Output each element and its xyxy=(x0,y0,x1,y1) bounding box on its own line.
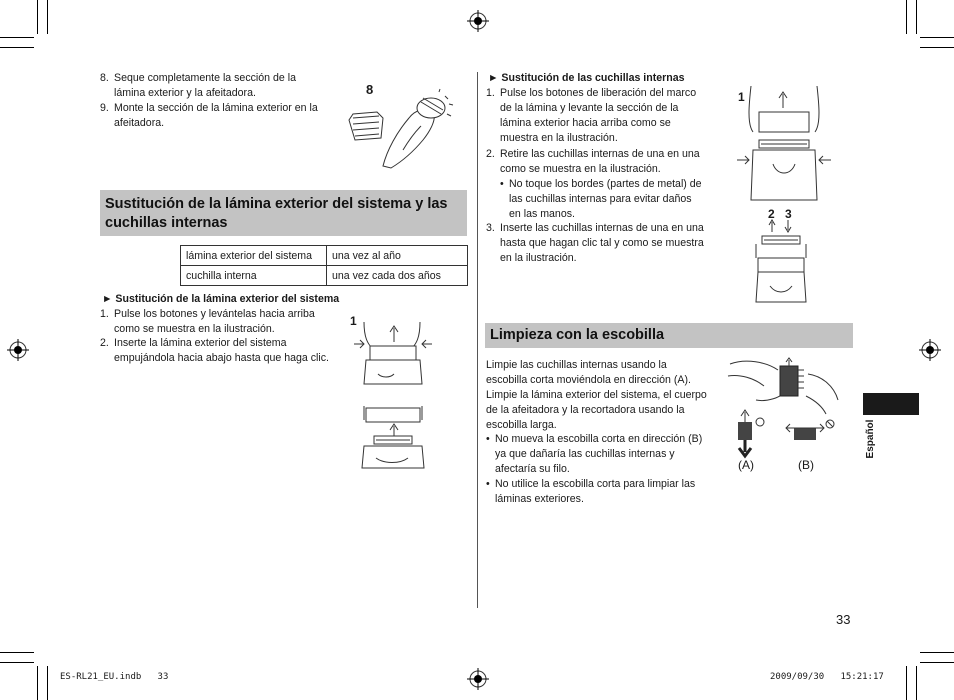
table-cell: una vez cada dos años xyxy=(327,266,468,286)
crop-mark xyxy=(916,666,917,700)
crop-mark xyxy=(920,47,954,48)
list-item xyxy=(486,147,708,177)
step-number: 9. xyxy=(100,102,109,114)
section-heading-text: Sustitución de la lámina exterior del sistema y las cuchillas internas xyxy=(105,196,448,231)
shaver-illustration xyxy=(343,88,463,170)
list-item xyxy=(100,336,330,382)
footer-datetime: 2009/09/30 15:21:17 xyxy=(770,672,884,682)
crop-mark xyxy=(0,662,34,663)
list-item xyxy=(486,432,710,477)
figure-label: 8 xyxy=(366,82,374,97)
section-heading xyxy=(100,190,467,236)
footer-file: ES-RL21_EU.indb 33 xyxy=(60,672,169,682)
list-item xyxy=(486,86,708,146)
figure-label: 3 xyxy=(785,207,792,221)
figure-label: 1 xyxy=(738,90,745,104)
table-row xyxy=(181,246,468,266)
subheading: ► Sustitución de las cuchillas internas xyxy=(488,72,685,84)
page-number: 33 xyxy=(836,612,851,627)
paragraph: Limpie las cuchillas internas usando la escobilla corta moviéndola en dirección (A). Limpie la lámina exterior del sistema, el cuerpo de la afeitadora y la recortadora usando la escobilla larga. xyxy=(486,359,707,431)
list-item xyxy=(100,307,330,337)
registration-mark-icon xyxy=(7,339,29,361)
inner-blade-removal-illustration xyxy=(733,84,833,204)
step-text: Retire las cuchillas internas de una en una como se muestra en la ilustración. xyxy=(500,148,700,175)
step-text: Inserte la lámina exterior del sistema empujándola hacia abajo hasta que haga clic. xyxy=(114,337,329,364)
step-text: Monte la sección de la lámina exterior en la afeitadora. xyxy=(114,102,318,129)
step-number: 1. xyxy=(486,87,495,99)
list-item xyxy=(486,221,708,266)
column-divider xyxy=(477,72,478,608)
list-item xyxy=(100,71,325,101)
step-number: 3. xyxy=(486,222,495,234)
bullet-text: No utilice la escobilla corta para limpiar las láminas exteriores. xyxy=(495,478,696,505)
figure-label: 1 xyxy=(350,314,357,328)
registration-mark-icon xyxy=(919,339,941,361)
figure-label: 2 xyxy=(768,207,775,221)
step-number: 8. xyxy=(100,72,109,84)
inner-blade-insert-illustration xyxy=(750,218,812,304)
crop-mark xyxy=(906,0,907,34)
foil-removal-illustration xyxy=(350,318,440,470)
registration-mark-icon xyxy=(467,668,489,690)
subheading: ► Sustitución de la lámina exterior del sistema xyxy=(102,293,340,305)
brush-cleaning-illustration xyxy=(726,356,842,460)
table-cell: una vez al año xyxy=(327,246,468,266)
replacement-table xyxy=(180,245,468,286)
step-text: No toque los bordes (partes de metal) de las cuchillas internas para evitar daños en las manos. xyxy=(509,178,702,220)
language-label: Español xyxy=(865,419,876,459)
step-text: Pulse los botones y levántelas hacia arriba como se muestra en la ilustración. xyxy=(114,308,315,335)
crop-mark xyxy=(916,0,917,34)
list-item xyxy=(100,101,325,131)
registration-mark-icon xyxy=(467,10,489,32)
table-row xyxy=(181,266,468,286)
section-heading xyxy=(485,323,853,348)
table-cell: cuchilla interna xyxy=(181,266,327,286)
crop-mark xyxy=(920,652,954,653)
crop-mark xyxy=(920,37,954,38)
crop-mark xyxy=(0,47,34,48)
step-text: Pulse los botones de liberación del marco de la lámina y levante la sección de la lámina exterior hacia arriba como se muestra en la ilustración. xyxy=(500,87,697,144)
list-item xyxy=(486,477,710,507)
step-number: 2. xyxy=(486,148,495,160)
crop-mark xyxy=(906,666,907,700)
list-item xyxy=(500,177,710,222)
bullet: • xyxy=(486,433,490,445)
step-text: Inserte las cuchillas internas de una en una hasta que hagan clic tal y como se muestra en la ilustración. xyxy=(500,222,704,264)
crop-mark xyxy=(47,0,48,34)
bullet-text: No mueva la escobilla corta en dirección (B) ya que dañaría las cuchillas internas y afectaría su filo. xyxy=(495,433,703,475)
direction-a-label: (A) xyxy=(738,458,754,472)
step-number: 2. xyxy=(100,337,109,349)
crop-mark xyxy=(0,37,34,38)
section-heading-text: Limpieza con la escobilla xyxy=(490,327,665,343)
crop-mark xyxy=(920,662,954,663)
crop-mark xyxy=(37,666,38,700)
bullet: • xyxy=(500,178,504,190)
bullet: • xyxy=(486,478,490,490)
crop-mark xyxy=(47,666,48,700)
crop-mark xyxy=(37,0,38,34)
direction-b-label: (B) xyxy=(798,458,814,472)
step-text: Seque completamente la sección de la lámina exterior y la afeitadora. xyxy=(114,72,296,99)
crop-mark xyxy=(0,652,34,653)
table-cell: lámina exterior del sistema xyxy=(181,246,327,266)
step-number: 1. xyxy=(100,308,109,320)
